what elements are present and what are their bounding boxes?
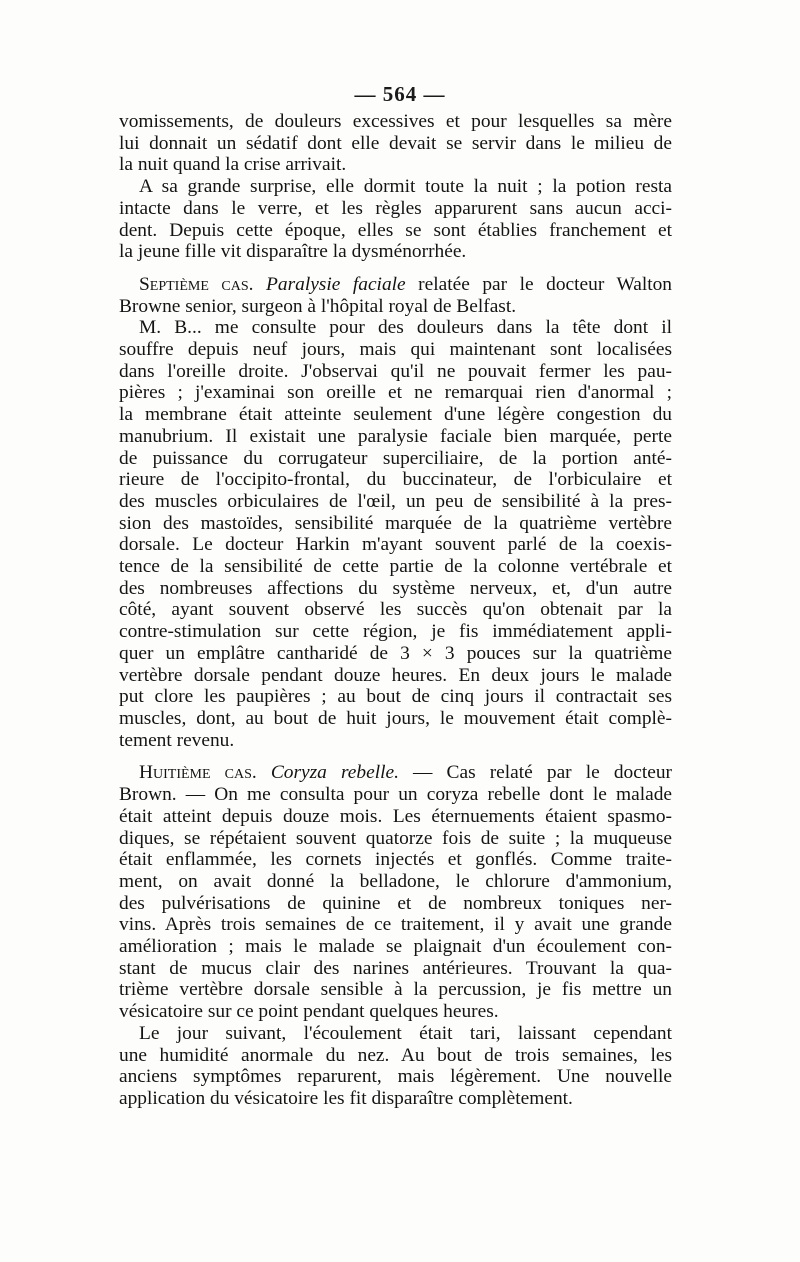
text-line: manubrium. Il existait une paralysie faciale bien marquée, perte [119, 425, 672, 447]
text-line: la nuit quand la crise arrivait. [119, 154, 347, 176]
text-line: quer un emplâtre cantharidé de 3 × 3 pouces sur la quatrième [119, 642, 672, 664]
text-line: vomissements, de douleurs excessives et pour lesquelles sa mère [119, 111, 672, 132]
text-line: vertèbre dorsale pendant douze heures. En deux jours le malade [119, 664, 672, 686]
text-line: vésicatoire sur ce point pendant quelques heures. [119, 1001, 499, 1023]
text-line: la jeune fille vit disparaître la dysménorrhée. [119, 241, 467, 263]
text-line: stant de mucus clair des narines antérieures. Trouvant la qua- [119, 957, 672, 979]
text-line: diques, se répétaient souvent quatorze fois de suite ; la muqueuse [119, 827, 672, 849]
text-line: pières ; j'examinai son oreille et ne remarquai rien d'anormal ; [119, 382, 672, 404]
text-line: tence de la sensibilité de cette partie de la colonne vertébrale et [119, 556, 672, 578]
text-line: A sa grande surprise, elle dormit toute la nuit ; la potion resta [139, 176, 672, 198]
text-line: des nombreuses affections du système nerveux, et, d'un autre [119, 577, 672, 599]
text-line: trième vertèbre dorsale sensible à la percussion, je fis mettre un [119, 979, 672, 1001]
text-line: une humidité anormale du nez. Au bout de trois semaines, les [119, 1044, 672, 1066]
text-line: muscles, dont, au bout de huit jours, le mouvement était complè- [119, 707, 672, 729]
line-fragment: relatée par le docteur Walton [405, 273, 672, 295]
text-line: rieure de l'occipito-frontal, du buccinateur, de l'orbiculaire et [119, 469, 672, 491]
text-line: des muscles orbiculaires de l'œil, un peu de sensibilité à la pres- [119, 490, 672, 512]
case-heading: Huitième cas. [139, 762, 257, 784]
text-line: put clore les paupières ; au bout de cinq jours il contractait ses [119, 686, 672, 708]
text-line: lui donnait un sédatif dont elle devait se servir dans le milieu de [119, 132, 672, 154]
line-fragment: — Cas relaté par le docteur [398, 762, 672, 784]
text-line: ment, on avait donné la belladone, le chlorure d'ammonium, [119, 870, 672, 892]
text-line: Browne senior, surgeon à l'hôpital royal de Belfast. [119, 295, 517, 317]
text-line: la membrane était atteinte seulement d'une légère congestion du [119, 404, 672, 426]
text-line: vins. Après trois semaines de ce traitement, il y avait une grande [119, 914, 672, 936]
line-fragment [257, 762, 271, 783]
text-line: était atteint depuis douze mois. Les éternuements étaient spasmo- [119, 805, 672, 827]
text-line: amélioration ; mais le malade se plaignait d'un écoulement con- [119, 936, 672, 958]
text-line: Brown. — On me consulta pour un coryza rebelle dont le malade [119, 784, 672, 806]
case-title: Coryza rebelle. [270, 762, 399, 784]
text-line: intacte dans le verre, et les règles apparurent sans aucun acci- [119, 197, 672, 219]
text-line: Le jour suivant, l'écoulement était tari, laissant cependant [139, 1022, 672, 1044]
line-fragment [254, 274, 267, 295]
text-line: contre-stimulation sur cette région, je fis immédiatement appli- [119, 621, 672, 643]
text-line: application du vésicatoire les fit disparaître complètement. [119, 1087, 573, 1109]
text-line [119, 274, 672, 296]
page-number: — 564 — [354, 82, 446, 106]
text-line: sion des mastoïdes, sensibilité marquée de la quatrième vertèbre [119, 512, 672, 534]
text-line [119, 762, 672, 784]
page-body-text [119, 111, 672, 1110]
text-line: dent. Depuis cette époque, elles se sont établies franchement et [119, 219, 672, 241]
text-line: tement revenu. [119, 729, 235, 751]
text-line: souffre depuis neuf jours, mais qui maintenant sont localisées [119, 339, 672, 361]
text-line: était enflammée, les cornets injectés et gonflés. Comme traite- [119, 849, 672, 871]
text-line: dorsale. Le docteur Harkin m'ayant souvent parlé de la coexis- [119, 534, 672, 556]
case-title: Paralysie faciale [266, 273, 406, 295]
text-line: côté, ayant souvent observé les succès qu'on obtenait par la [119, 599, 672, 621]
text-line: des pulvérisations de quinine et de nombreux toniques ner- [119, 892, 672, 914]
case-heading: Septième cas. [139, 273, 254, 295]
text-line: de puissance du corrugateur superciliaire, de la portion anté- [119, 447, 672, 469]
text-line: dans l'oreille droite. J'observai qu'il ne pouvait fermer les pau- [119, 360, 672, 382]
text-line: anciens symptômes reparurent, mais légèrement. Une nouvelle [119, 1066, 672, 1088]
text-line: M. B... me consulte pour des douleurs dans la tête dont il [139, 317, 672, 339]
